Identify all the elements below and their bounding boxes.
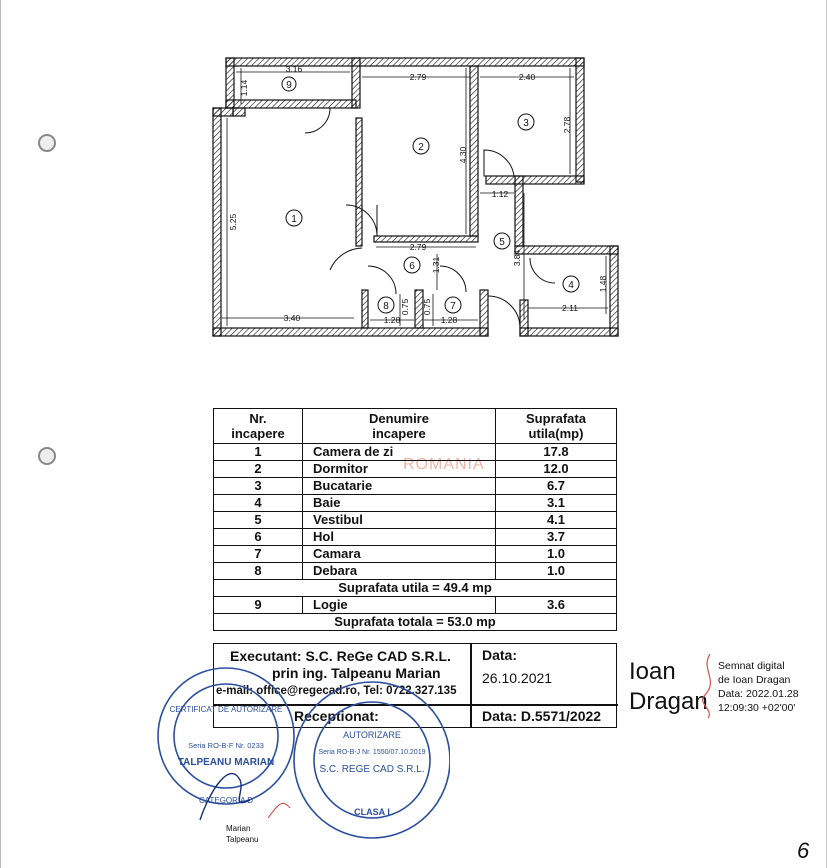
room-area: 1.0 [496, 546, 617, 563]
table-row [214, 461, 617, 478]
room-markers [282, 77, 579, 316]
room-area: 3.7 [496, 529, 617, 546]
room-nr: 5 [214, 512, 303, 529]
room-area: 6.7 [496, 478, 617, 495]
dim-label: 2.40 [518, 72, 536, 82]
room-name: Vestibul [303, 512, 496, 529]
stamp-text: S.C. REGE CAD S.R.L. [319, 764, 425, 775]
dim-label: 2.79 [409, 242, 427, 252]
floor-plan [0, 0, 827, 400]
stamp-text: Seria RO-B-J Nr. 1550/07.10.2019 [318, 749, 426, 756]
contact-text: e-mail: office@regecad.ro, Tel: 0722.327.135 [216, 685, 457, 697]
dim-label: 2.79 [409, 72, 427, 82]
executant-text: Executant: S.C. ReGe CAD S.R.L. [230, 648, 451, 664]
punch-hole-bottom [38, 447, 56, 465]
table-row [214, 529, 617, 546]
stamp-signature-line: Marian [226, 824, 251, 833]
dim-label: 1.48 [598, 275, 608, 293]
room-nr: 1 [214, 444, 303, 461]
room-area: 1.0 [496, 563, 617, 580]
room-name: Camera de zi [303, 444, 496, 461]
signature-name-line: Ioan [629, 658, 676, 685]
room-nr: 3 [214, 478, 303, 495]
room-nr: 2 [214, 461, 303, 478]
signature-info-line: de Ioan Dragan [718, 674, 791, 686]
grand-total-row [214, 614, 617, 631]
dim-label: 3.16 [285, 64, 303, 74]
room-area: 17.8 [496, 444, 617, 461]
room-name: Dormitor [303, 461, 496, 478]
dim-label: 2.11 [562, 303, 578, 313]
table-row [214, 563, 617, 580]
signature-name-line: Dragan [629, 688, 708, 715]
room-name: Debara [303, 563, 496, 580]
room-number: 3 [523, 118, 529, 129]
dim-label: 3.84 [512, 249, 522, 267]
room-area: 12.0 [496, 461, 617, 478]
room-name: Bucatarie [303, 478, 496, 495]
room-name: Camara [303, 546, 496, 563]
room-name: Baie [303, 495, 496, 512]
room-number: 9 [286, 80, 292, 91]
date-value: 26.10.2021 [482, 670, 553, 686]
useful-total-row [214, 580, 617, 597]
room-nr: 8 [214, 563, 303, 580]
dim-label: 3.40 [283, 313, 301, 323]
room-name: Logie [303, 597, 496, 614]
dim-label: 1.31 [431, 256, 441, 274]
room-area-table [213, 408, 617, 631]
table-row [214, 597, 617, 614]
room-number: 8 [383, 301, 389, 312]
dim-label: 1.28 [440, 315, 458, 325]
room-nr: 6 [214, 529, 303, 546]
room-number: 4 [568, 280, 574, 291]
stamp-text: AUTORIZARE [343, 730, 401, 740]
room-number: 1 [291, 214, 297, 225]
signature-info-line: 12:09:30 +02'00' [718, 702, 796, 714]
table-row [214, 495, 617, 512]
stamp-text: CLASA I [354, 807, 390, 817]
table-row [214, 478, 617, 495]
room-nr: 7 [214, 546, 303, 563]
room-area: 4.1 [496, 512, 617, 529]
room-area: 3.6 [496, 597, 617, 614]
table-row [214, 546, 617, 563]
dim-label: 2.78 [562, 116, 572, 134]
table-header-row [214, 409, 617, 444]
stamp-text: CERTIFICAT DE AUTORIZARE [169, 705, 283, 714]
document-number: Data: D.5571/2022 [482, 708, 602, 724]
room-area: 3.1 [496, 495, 617, 512]
stamps [150, 640, 450, 840]
stamp-signature-name [226, 823, 258, 845]
dim-label: 0.75 [422, 298, 432, 316]
header-area: Suprafata utila(mp) [496, 409, 617, 444]
stamp-text: Seria RO-B-F Nr. 0233 [188, 741, 264, 750]
room-number: 6 [409, 261, 415, 272]
dim-label: 4.30 [458, 146, 468, 164]
room-number: 7 [450, 301, 456, 312]
digital-signature-info [718, 659, 799, 715]
stamp-signature-line: Talpeanu [226, 835, 259, 844]
signature-info-line: Data: 2022.01.28 [718, 688, 799, 700]
engineer-text: prin ing. Talpeanu Marian [272, 665, 441, 681]
walls [213, 58, 618, 336]
digital-mark [268, 803, 290, 818]
room-number: 2 [418, 142, 424, 153]
date-label: Data: [482, 647, 518, 663]
table-row [214, 444, 617, 461]
stamp-text: TALPEANU MARIAN [177, 757, 275, 768]
useful-total: Suprafata utila = 49.4 mp [214, 580, 617, 597]
watermark-text: ROMANIA [403, 456, 485, 473]
receptionat-label: Receptionat: [294, 708, 379, 724]
room-nr: 9 [214, 597, 303, 614]
room-name: Hol [303, 529, 496, 546]
page-number: 6 [797, 838, 810, 863]
header-nr: Nr. incapere [214, 409, 303, 444]
stamp-engineer [158, 668, 294, 804]
stamp-text: CATEGORIA D [198, 796, 254, 805]
dim-label: 1.12 [491, 189, 509, 199]
grand-total: Suprafata totala = 53.0 mp [214, 614, 617, 631]
room-number: 5 [499, 237, 505, 248]
room-nr: 4 [214, 495, 303, 512]
header-name: Denumire incapere [303, 409, 496, 444]
dim-label: 1.28 [383, 315, 401, 325]
signature-info-line: Semnat digital [718, 660, 785, 672]
divider [470, 644, 472, 728]
dim-label: 5.25 [228, 213, 238, 231]
table-row [214, 512, 617, 529]
dim-label: 0.75 [400, 298, 410, 316]
dim-label: 1.14 [239, 79, 249, 97]
